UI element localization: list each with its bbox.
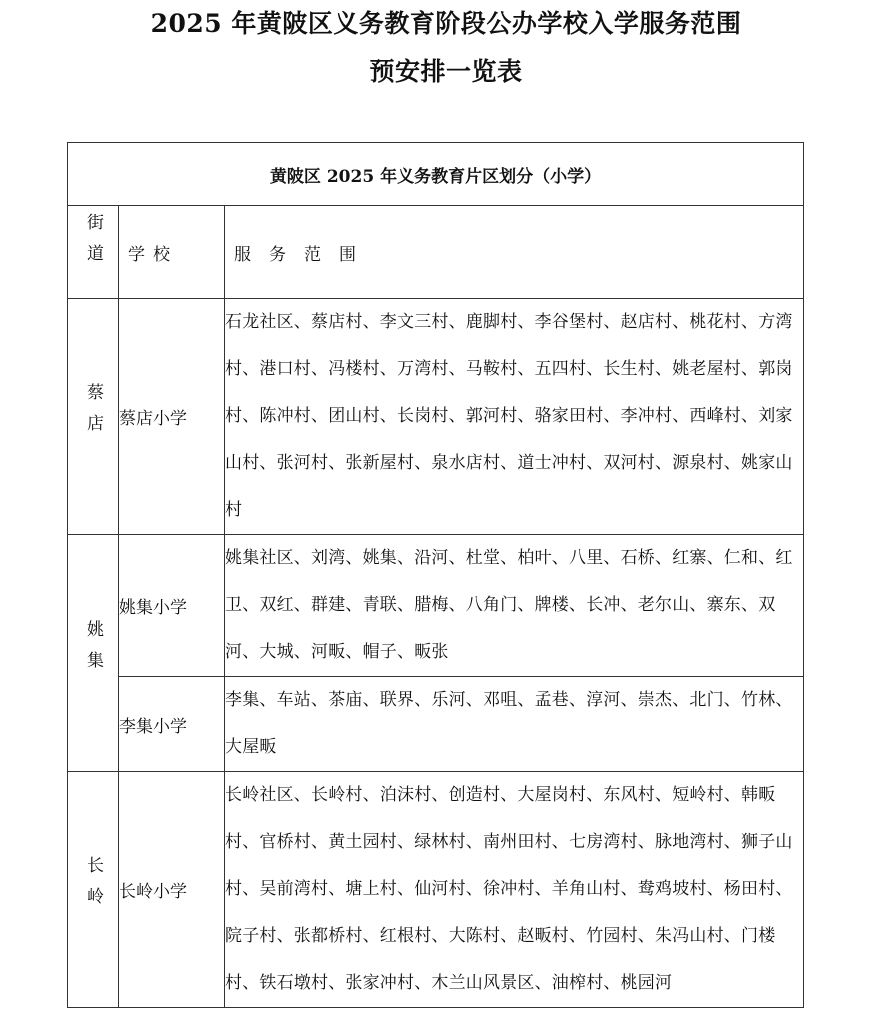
table-caption: 黄陂区 2025 年义务教育片区划分（小学） bbox=[68, 143, 804, 206]
table-row bbox=[68, 299, 804, 535]
service-range-cell: 李集、车站、茶庙、联界、乐河、邓咀、孟巷、淳河、崇杰、北门、竹林、大屋畈 bbox=[225, 677, 804, 772]
street-cell: 长岭 bbox=[68, 772, 119, 1008]
table-header-row bbox=[68, 206, 804, 299]
table-row bbox=[68, 535, 804, 677]
street-cell: 蔡店 bbox=[68, 299, 119, 535]
service-range-cell: 姚集社区、刘湾、姚集、沿河、杜堂、柏叶、八里、石桥、红寨、仁和、红卫、双红、群建、青联、腊梅、八角门、牌楼、长冲、老尔山、寨东、双河、大城、河畈、帽子、畈张 bbox=[225, 535, 804, 677]
school-cell: 蔡店小学 bbox=[119, 299, 225, 535]
table-row bbox=[68, 677, 804, 772]
service-range-cell: 石龙社区、蔡店村、李文三村、鹿脚村、李谷堡村、赵店村、桃花村、方湾村、港口村、冯楼村、万湾村、马鞍村、五四村、长生村、姚老屋村、郭岗村、陈冲村、团山村、长岗村、郭河村、骆家田村、李冲村、西峰村、刘家山村、张河村、张新屋村、泉水店村、道士冲村、双河村、源泉村、姚家山村 bbox=[225, 299, 804, 535]
header-school: 学校 bbox=[119, 206, 225, 299]
school-cell: 李集小学 bbox=[119, 677, 225, 772]
header-service-range: 服务范围 bbox=[225, 206, 804, 299]
service-range-cell: 长岭社区、长岭村、泊沫村、创造村、大屋岗村、东风村、短岭村、韩畈村、官桥村、黄土园村、绿林村、南州田村、七房湾村、脉地湾村、狮子山村、吴前湾村、塘上村、仙河村、徐冲村、羊角山村、鸯鸡坡村、杨田村、院子村、张都桥村、红根村、大陈村、赵畈村、竹园村、朱冯山村、门楼村、铁石墩村、张家冲村、木兰山风景区、油榨村、桃园河 bbox=[225, 772, 804, 1008]
school-district-table bbox=[67, 142, 804, 1008]
school-cell: 姚集小学 bbox=[119, 535, 225, 677]
document-title-line-1: 2025 年黄陂区义务教育阶段公办学校入学服务范围 bbox=[150, 9, 742, 38]
header-street: 街道 bbox=[68, 206, 119, 299]
table-row bbox=[68, 772, 804, 1008]
school-cell: 长岭小学 bbox=[119, 772, 225, 1008]
street-cell: 姚集 bbox=[68, 535, 119, 772]
document-title-line-2: 预安排一览表 bbox=[369, 57, 523, 86]
